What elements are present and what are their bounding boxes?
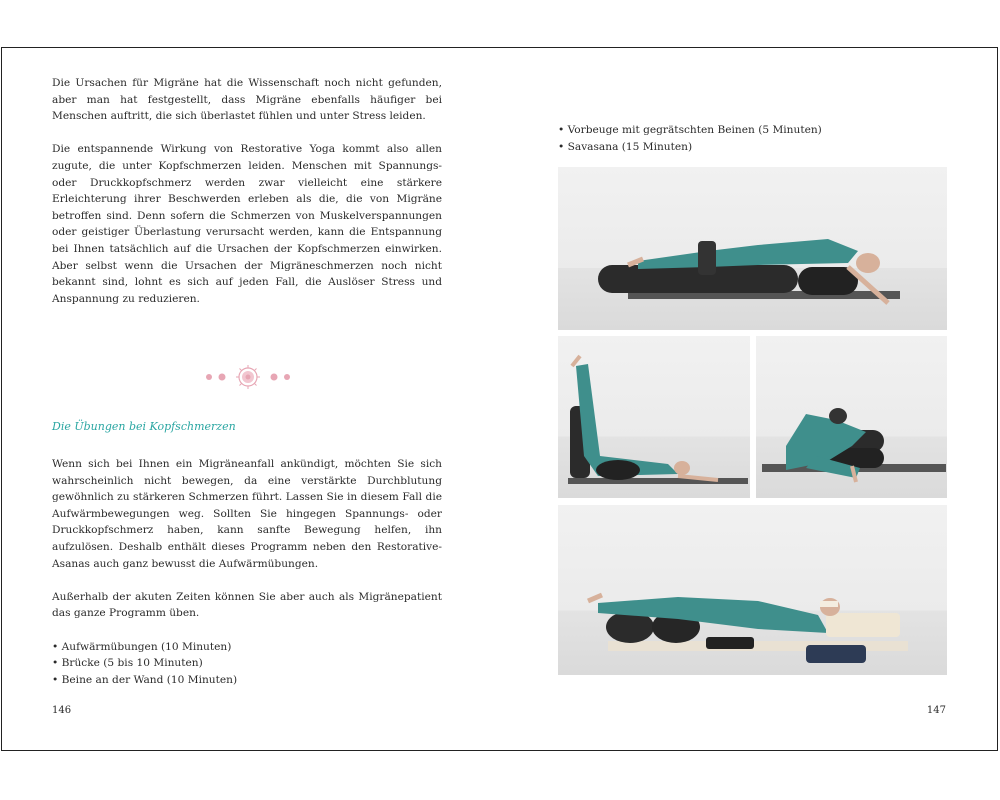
flower-ornament-icon [203, 364, 293, 390]
paragraph-1: Die Ursachen für Migräne hat die Wissenschaft noch nicht gefunden, aber man hat festgestellt, dass Migräne ebenfalls häufiger bei Menschen auftritt, die sich überlastet fühlen und unter Stress leiden. [52, 77, 442, 123]
paragraph-4: Außerhalb der akuten Zeiten können Sie aber auch als Migränepatient das ganze Programm üben. [52, 590, 442, 620]
list-item: • Aufwärmübungen (10 Minuten) [52, 639, 442, 656]
list-item: • Savasana (15 Minuten) [558, 139, 822, 156]
exercise-list-right [558, 122, 822, 155]
left-page-text-lower [52, 456, 442, 688]
page-number-left: 146 [52, 705, 72, 716]
photo-legs-up-wall [558, 336, 750, 498]
page-number-right: 147 [926, 705, 946, 716]
photo-forward-bend [756, 336, 947, 498]
photo-bridge-pose [558, 167, 947, 330]
photo-savasana [558, 505, 947, 675]
section-heading: Die Übungen bei Kopfschmerzen [52, 420, 236, 433]
paragraph-3: Wenn sich bei Ihnen ein Migräneanfall ankündigt, möchten Sie sich wahrscheinlich nicht bewegen, da eine verstärkte Durchblutung gewöhnlich zu stärkeren Schmerzen führt. Lassen Sie in diesem Fall die Aufwärmbewegungen weg. Sollten Sie hingegen Spannungs- oder Druckkopfschmerz haben, kann sanfte Bewegung helfen, ihn aufzulösen. Deshalb enthält dieses Programm neben den Restorative-Asanas auch ganz bewusst die Aufwärmübungen. [52, 458, 442, 570]
list-item: • Brücke (5 bis 10 Minuten) [52, 655, 442, 672]
list-item: • Vorbeuge mit gegrätschten Beinen (5 Minuten) [558, 122, 822, 139]
left-page-text [52, 75, 442, 324]
exercise-list-left [52, 639, 442, 689]
paragraph-2: Die entspannende Wirkung von Restorative Yoga kommt also allen zugute, die unter Kopfschmerzen leiden. Menschen mit Spannungs- oder Druckkopfschmerz werden zwar vielleicht eine stärkere Erleichterung ihrer Beschwerden erleben als die, die von Migräne betroffen sind. Denn sofern die Schmerzen von Muskelverspannungen oder geistiger Überlastung verursacht werden, kann die Entspannung bei Ihnen tatsächlich auf die Ursachen der Kopfschmerzen einwirken. Aber selbst wenn die Ursachen der Migräneschmerzen noch nicht bekannt sind, lohnt es sich auf jeden Fall, die Auslöser Stress und Anspannung zu reduzieren. [52, 143, 442, 305]
list-item: • Beine an der Wand (10 Minuten) [52, 672, 442, 689]
